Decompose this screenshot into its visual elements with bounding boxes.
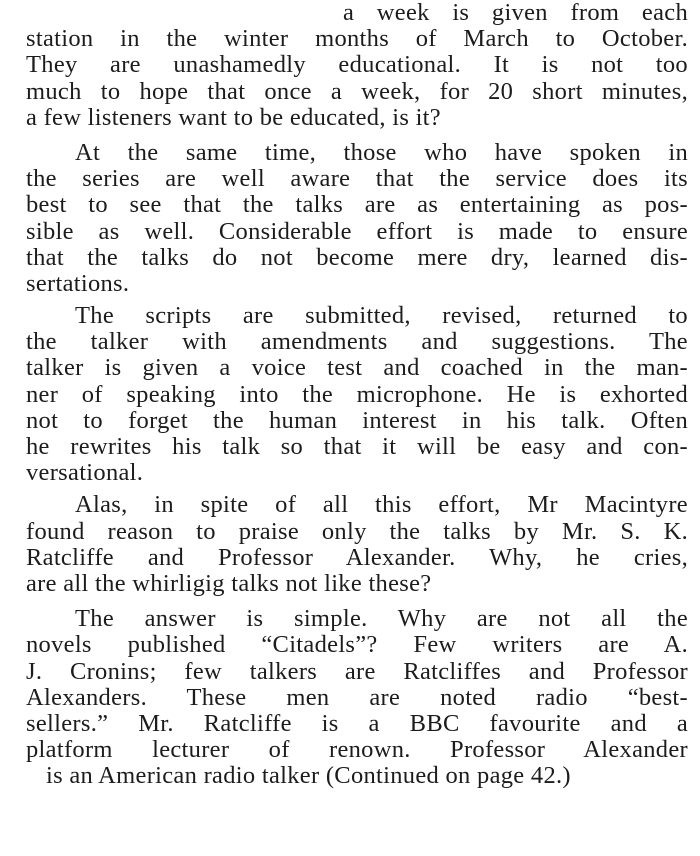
- text-line: station in the winter months of March to October.: [26, 25, 688, 53]
- text-line: Alas, in spite of all this effort, Mr Macintyre: [75, 491, 688, 519]
- text-line: Ratcliffe and Professor Alexander. Why, he cries,: [26, 543, 688, 571]
- text-line: They are unashamedly educational. It is not too: [26, 51, 688, 79]
- text-line: Alexanders. These men are noted radio “best-: [26, 683, 688, 711]
- text-line: much to hope that once a week, for 20 short minutes,: [26, 77, 688, 105]
- text-line: sible as well. Considerable effort is made to ensure: [26, 217, 688, 245]
- text-line: the series are well aware that the service does its: [26, 165, 688, 193]
- paragraph-3: [26, 303, 688, 486]
- text-line: best to see that the talks are as entertaining as pos-: [26, 191, 688, 219]
- text-line: that the talks do not become mere dry, learned dis-: [26, 243, 688, 271]
- text-line: are all the whirligig talks not like these?: [26, 569, 432, 597]
- text-line: sertations.: [26, 269, 130, 297]
- text-line: platform lecturer of renown. Professor Alexander: [26, 736, 688, 764]
- text-line: found reason to praise only the talks by Mr. S. K.: [26, 517, 688, 545]
- article-page: [26, 0, 688, 789]
- paragraph-1: [26, 0, 688, 131]
- text-line: he rewrites his talk so that it will be easy and con-: [26, 433, 688, 460]
- paragraph-4: [26, 492, 688, 597]
- paragraph-5: [26, 606, 688, 789]
- text-line: the talker with amendments and suggestions. The: [26, 328, 688, 356]
- text-line: sellers.” Mr. Ratcliffe is a BBC favourite and a: [26, 709, 688, 737]
- text-line: J. Cronins; few talkers are Ratcliffes and Professor: [26, 657, 688, 685]
- continuation-line: is an American radio talker (Continued on page 42.): [46, 762, 571, 790]
- text-line: a week is given from each: [343, 0, 688, 26]
- text-line: not to forget the human interest in his talk. Often: [26, 406, 688, 434]
- text-line: a few listeners want to be educated, is it?: [26, 103, 441, 131]
- text-line: The scripts are submitted, revised, returned to: [75, 302, 688, 330]
- text-line: ner of speaking into the microphone. He is exhorted: [26, 380, 688, 408]
- text-line: At the same time, those who have spoken in: [75, 138, 688, 166]
- paragraph-2: [26, 140, 688, 297]
- text-line: talker is given a voice test and coached in the man-: [26, 354, 688, 382]
- text-line: versational.: [26, 459, 144, 487]
- text-line: novels published “Citadels”? Few writers are A.: [26, 631, 688, 659]
- text-line: The answer is simple. Why are not all the: [75, 605, 688, 633]
